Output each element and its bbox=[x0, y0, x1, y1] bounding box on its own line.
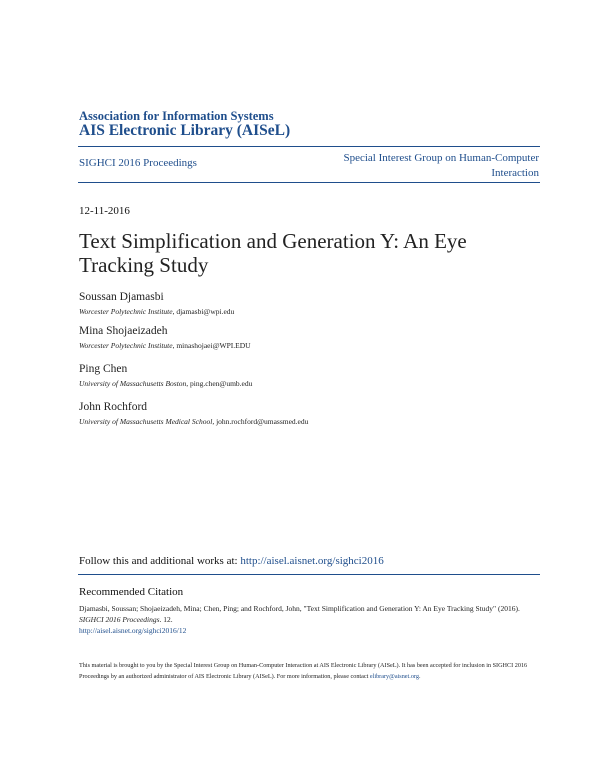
citation-link[interactable]: http://aisel.aisnet.org/sighci2016/12 bbox=[79, 626, 187, 635]
header-divider-top bbox=[78, 146, 540, 147]
author-affiliation: Worcester Polytechnic Institute, minashojaei@WPI.EDU bbox=[79, 341, 251, 350]
publication-date: 12-11-2016 bbox=[79, 205, 130, 217]
paper-title: Text Simplification and Generation Y: An Eye Tracking Study bbox=[79, 229, 467, 277]
author-affiliation: University of Massachusetts Boston, ping.chen@umb.edu bbox=[79, 379, 253, 388]
proceedings-link[interactable]: SIGHCI 2016 Proceedings bbox=[79, 157, 197, 169]
author-institution: Worcester Polytechnic Institute bbox=[79, 341, 173, 350]
footer-notice bbox=[79, 660, 539, 682]
citation-journal: SIGHCI 2016 Proceedings bbox=[79, 615, 160, 624]
author-name: Soussan Djamasbi bbox=[79, 291, 164, 303]
author-name: Ping Chen bbox=[79, 363, 128, 375]
author-email: minashojaei@WPI.EDU bbox=[176, 341, 251, 350]
sig-link[interactable]: Special Interest Group on Human-Computer Interaction bbox=[343, 152, 539, 179]
citation-divider bbox=[78, 574, 540, 575]
citation-end: . 12. bbox=[159, 615, 173, 624]
recommended-citation-heading: Recommended Citation bbox=[79, 586, 184, 598]
author-institution: University of Massachusetts Medical School bbox=[79, 417, 213, 426]
org-name: Association for Information Systems bbox=[79, 109, 274, 123]
author-name: Mina Shojaeizadeh bbox=[79, 325, 168, 337]
header-divider-bottom bbox=[78, 182, 540, 183]
follow-link[interactable]: http://aisel.aisnet.org/sighci2016 bbox=[240, 555, 384, 567]
author-name: John Rochford bbox=[79, 401, 148, 413]
author-affiliation: Worcester Polytechnic Institute, djamasbi@wpi.edu bbox=[79, 307, 235, 316]
citation-text bbox=[79, 603, 529, 636]
follow-text: Follow this and additional works at: bbox=[79, 555, 238, 567]
library-name[interactable]: AIS Electronic Library (AISeL) bbox=[79, 122, 291, 139]
author-affiliation: University of Massachusetts Medical School, john.rochford@umassmed.edu bbox=[79, 417, 309, 426]
citation-body: Djamasbi, Soussan; Shojaeizadeh, Mina; Chen, Ping; and Rochford, John, "Text Simplification and Generation Y: An Eye Tracking Study" (2016). bbox=[79, 604, 520, 613]
author-email: ping.chen@umb.edu bbox=[190, 379, 253, 388]
footer-text: This material is brought to you by the Special Interest Group on Human-Computer Interaction at AIS Electronic Library (AISeL). It has been accepted for inclusion in SIGHCI 2016 Proceedings by an authorized administrator of AIS Electronic Library (AISeL). For more information, please contact bbox=[79, 662, 528, 680]
author-email: djamasbi@wpi.edu bbox=[176, 307, 235, 316]
author-institution: University of Massachusetts Boston bbox=[79, 379, 187, 388]
contact-email-link[interactable]: elibrary@aisnet.org bbox=[369, 673, 419, 680]
follow-line bbox=[79, 555, 384, 567]
footer-end: . bbox=[418, 673, 421, 680]
author-email: john.rochford@umassmed.edu bbox=[216, 417, 309, 426]
author-institution: Worcester Polytechnic Institute bbox=[79, 307, 173, 316]
